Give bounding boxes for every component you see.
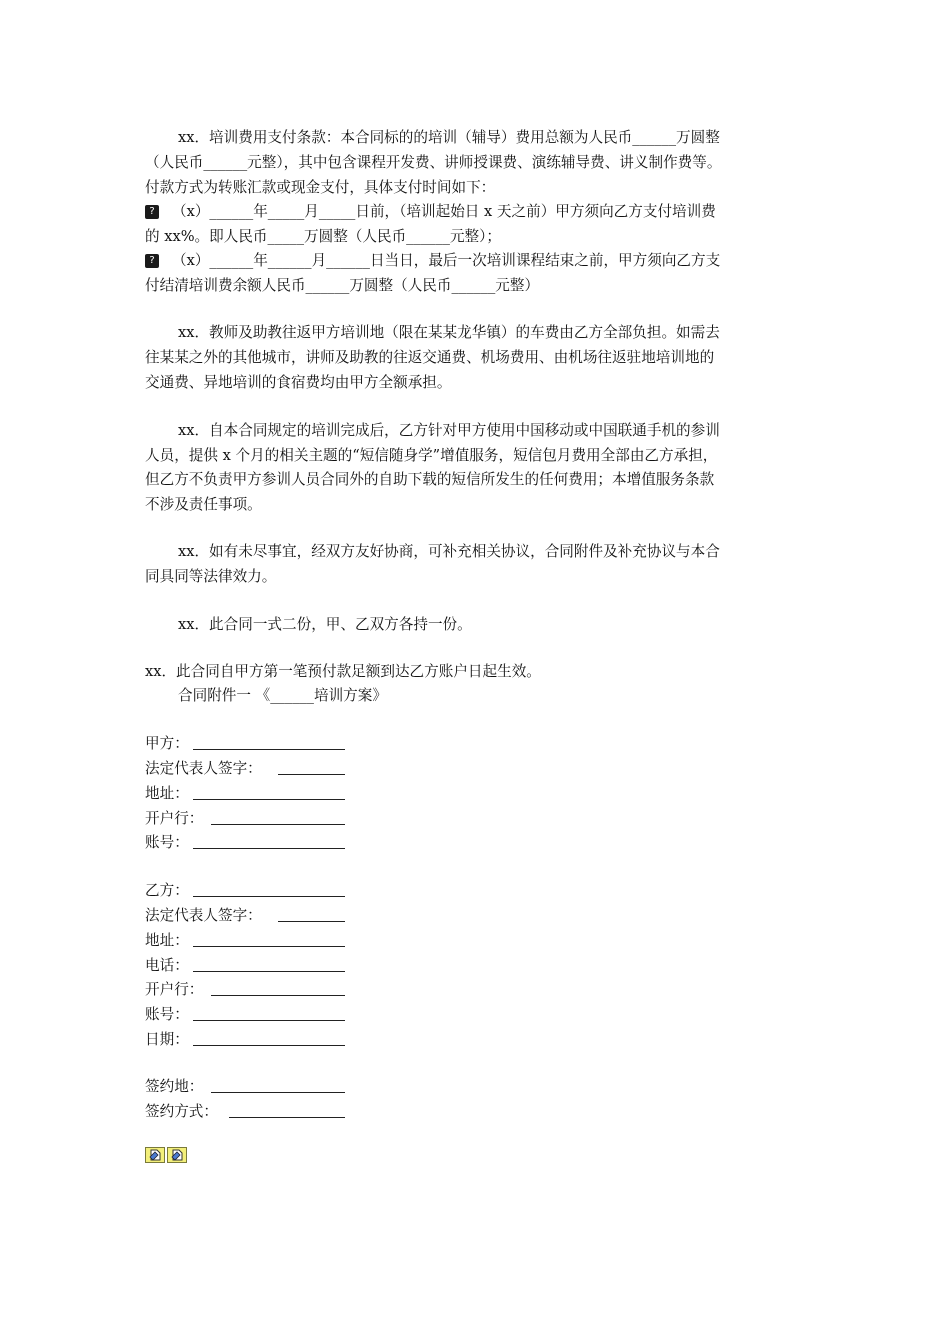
- party-a-rep-label: 法定代表人签字：: [145, 760, 262, 777]
- party-b-date-label: 日期：: [145, 1031, 189, 1048]
- sms-clause-line-1: xx．自本合同规定的培训完成后，乙方针对甲方使用中国移动或中国联通手机的参训: [178, 422, 720, 439]
- payment-clause-line-1: xx．培训费用支付条款：本合同标的的培训（辅导）费用总额为人民币______万圆整: [178, 129, 720, 146]
- party-a-name-field: [145, 734, 189, 754]
- party-b-bank-field: [145, 980, 203, 1000]
- party-b-address-label: 地址：: [145, 932, 189, 949]
- party-a-address-field: [145, 784, 189, 804]
- supplement-clause-line-2: 同具同等法律效力。: [145, 568, 277, 585]
- party-a-bank-label: 开户行：: [145, 810, 204, 827]
- payment-item-1-line-2: 的 xx%。即人民币_____万圆整（人民币______元整）；: [145, 228, 502, 245]
- party-b-phone-label: 电话：: [145, 957, 189, 974]
- signing-method-field: [145, 1102, 218, 1122]
- travel-clause-line-1: xx．教师及助教往返甲方培训地（限在某某龙华镇）的车费由乙方全部负担。如需去: [178, 324, 720, 341]
- attachment-line: 合同附件一 《______培训方案》: [178, 687, 387, 704]
- party-a-rep-blank: [278, 774, 345, 775]
- party-b-rep-blank: [278, 921, 345, 922]
- travel-clause-line-3: 交通费、异地培训的食宿费均由甲方全额承担。: [145, 374, 452, 391]
- signing-place-label: 签约地：: [145, 1078, 204, 1095]
- party-a-name-label: 甲方：: [145, 735, 189, 752]
- party-b-date-blank: [193, 1045, 345, 1046]
- party-b-date-field: [145, 1030, 189, 1050]
- party-b-bank-label: 开户行：: [145, 981, 204, 998]
- party-a-bank-field: [145, 809, 203, 829]
- signing-place-blank: [211, 1092, 345, 1093]
- sms-clause-line-4: 不涉及责任事项。: [145, 496, 262, 513]
- payment-item-1-line-1: （x）______年_____月_____日前，（培训起始日 x 天之前）甲方须向乙方支付培训费: [172, 203, 716, 220]
- party-a-name-blank: [193, 749, 345, 750]
- supplement-clause-line-1: xx．如有未尽事宜，经双方友好协商，可补充相关协议，合同附件及补充协议与本合: [178, 543, 720, 560]
- party-b-name-label: 乙方：: [145, 882, 189, 899]
- party-b-address-field: [145, 931, 189, 951]
- bullet-icon: ?: [145, 205, 159, 219]
- party-b-phone-field: [145, 956, 189, 976]
- payment-item-2-line-2: 付结清培训费余额人民币______万圆整（人民币______元整）: [145, 277, 540, 294]
- party-b-name-field: [145, 881, 189, 901]
- effective-clause-line-1: xx．此合同自甲方第一笔预付款足额到达乙方账户日起生效。: [145, 663, 541, 680]
- signing-method-blank: [229, 1117, 345, 1118]
- party-b-rep-field: [145, 906, 262, 926]
- travel-clause-line-2: 往某某之外的其他城市，讲师及助教的往返交通费、机场费用、由机场往返驻地培训地的: [145, 349, 715, 366]
- party-a-account-label: 账号：: [145, 834, 189, 851]
- party-b-rep-label: 法定代表人签字：: [145, 907, 262, 924]
- party-b-phone-blank: [193, 971, 345, 972]
- party-a-address-blank: [193, 799, 345, 800]
- bullet-icon: ?: [145, 254, 159, 268]
- party-b-bank-blank: [211, 995, 345, 996]
- party-b-name-blank: [193, 896, 345, 897]
- payment-clause-line-2: （人民币______元整），其中包含课程开发费、讲师授课费、演练辅导费、讲义制作费等。: [145, 154, 722, 171]
- payment-clause-line-3: 付款方式为转账汇款或现金支付，具体支付时间如下：: [145, 179, 496, 196]
- payment-item-2-line-1: （x）______年______月______日当日，最后一次培训课程结束之前，甲方须向乙方支: [172, 252, 721, 269]
- party-a-account-blank: [193, 848, 345, 849]
- party-b-account-blank: [193, 1020, 345, 1021]
- party-b-account-label: 账号：: [145, 1006, 189, 1023]
- party-b-account-field: [145, 1005, 189, 1025]
- copies-clause-line-1: xx．此合同一式二份，甲、乙双方各持一份。: [178, 616, 472, 633]
- embedded-objects: [145, 1147, 193, 1165]
- party-b-address-blank: [193, 946, 345, 947]
- party-a-address-label: 地址：: [145, 785, 189, 802]
- party-a-bank-blank: [211, 824, 345, 825]
- document-icon[interactable]: [167, 1147, 187, 1163]
- sms-clause-line-2: 人员，提供 x 个月的相关主题的“短信随身学”增值服务，短信包月费用全部由乙方承担，: [145, 447, 718, 464]
- party-a-account-field: [145, 833, 189, 853]
- signing-method-label: 签约方式：: [145, 1103, 218, 1120]
- document-icon[interactable]: [145, 1147, 165, 1163]
- party-a-rep-field: [145, 759, 262, 779]
- signing-place-field: [145, 1077, 203, 1097]
- sms-clause-line-3: 但乙方不负责甲方参训人员合同外的自助下载的短信所发生的任何费用；本增值服务条款: [145, 471, 715, 488]
